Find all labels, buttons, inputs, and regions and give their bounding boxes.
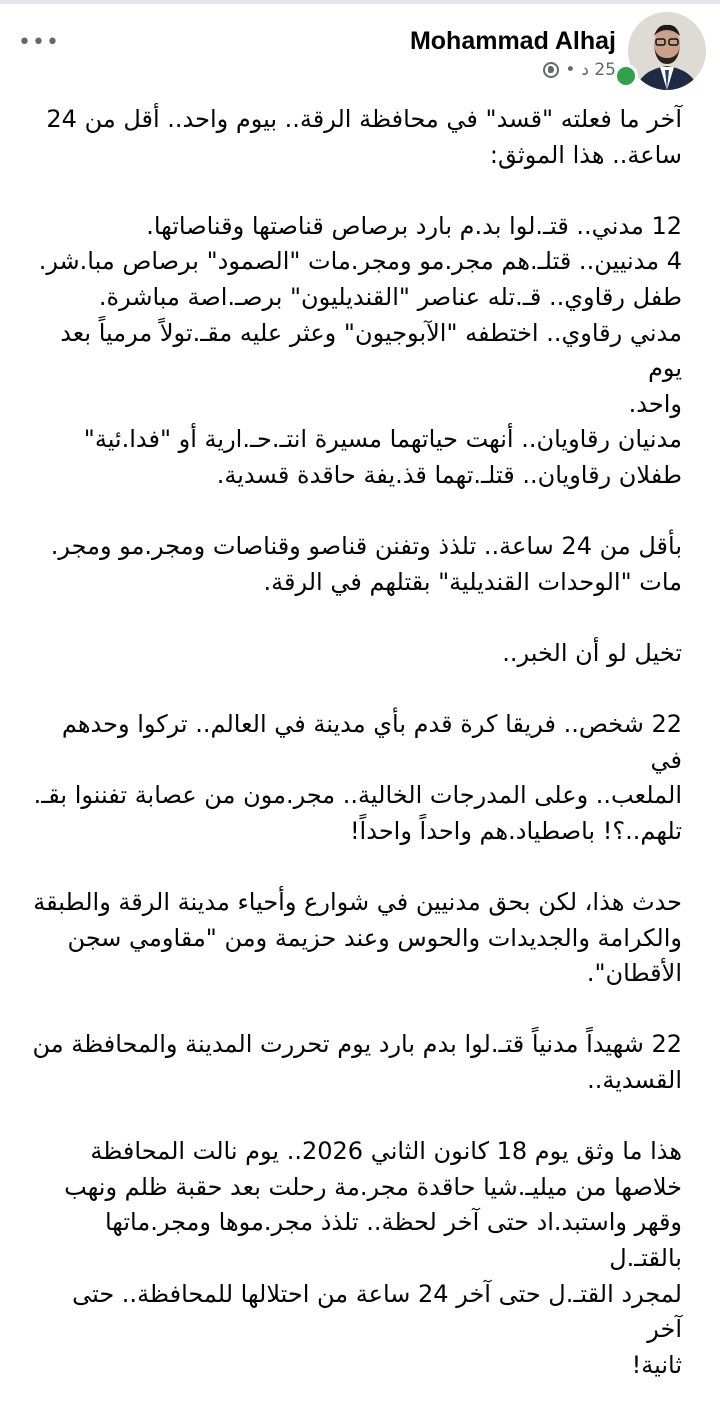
author-name[interactable]: Mohammad Alhaj (409, 27, 616, 55)
top-divider (0, 0, 720, 4)
post-paragraph: 22 شخص.. فريقا كرة قدم بأي مدينة في العالم.. تركوا وحدهم في الملعب.. وعلى المدرجات الخالية.. مجر.مون من عصابة تفننوا بقـ. تلهم..؟! باصطياد.هم واحداً واحداً! (33, 710, 682, 845)
post-paragraph: آخر ما فعلته "قسد" في محافظة الرقة.. بيوم واحد.. أقل من 24 ساعة.. هذا الموثق: (46, 105, 682, 169)
post-body (32, 102, 682, 1419)
post-meta (543, 60, 616, 80)
post-time[interactable]: 25 د (581, 60, 616, 80)
post-paragraph: 22 شهيداً مدنياً قتـ.لوا بدم بارد يوم تحررت المدينة والمحافظة من القسدية.. (32, 1030, 682, 1095)
post-paragraph: تخيل لو أن الخبر.. (502, 638, 682, 667)
author-avatar[interactable] (628, 12, 706, 90)
online-status-dot (614, 64, 638, 88)
post-paragraph: بأقل من 24 ساعة.. تلذذ وتفنن قناصو وقناصات ومجر.مو ومجر. مات "الوحدات القنديلية" بقتلهم في الرقة. (50, 532, 682, 596)
globe-icon (543, 62, 559, 78)
post-paragraph: حدث هذا، لكن بحق مدنيين في شوارع وأحياء مدينة الرقة والطبقة والكرامة والجديدات والحوس وعند حزيمة ومن "مقاومي سجن الأقطان". (33, 888, 682, 988)
post-paragraph: 12 مدني.. قتـ.لوا بد.م بارد برصاص قناصتها وقناصاتها. 4 مدنيين.. قتلـ.هم مجر.مو ومجر.مات "الصمود" برصاص مبا.شر. طفل رقاوي.. قـ.تله عناصر "القنديليون" برصـ.اصة مباشرة. مدني رقاوي.. اختطفه "الآبوجيون" وعثر عليه مقـ.تولاً مرمياً بعد يوم واحد. مدنيان رقاويان.. أنهت حياتهما مسيرة انتـ.حـ.ارية أو "فدا.ئية" طفلان رقاويان.. قتلـ.تهما قذ.يفة حاقدة قسدية. (38, 211, 682, 489)
more-options-button[interactable]: ••• (18, 30, 60, 55)
avatar-photo-icon (628, 12, 706, 90)
post-paragraph: هذا ما وثق يوم 18 كانون الثاني 2026.. يوم نالت المحافظة خلاصها من ميليـ.شيا حاقدة مجر.مة رحلت بعد حقبة ظلم ونهب وقهر واستبد.اد حتى آخر لحظة.. تلذذ مجر.موها ومجر.ماتها بالقتـ.ل لمجرد القتـ.ل حتى آخر 24 ساعة من احتلالها للمحافظة.. حتى آخر ثانية! (64, 1137, 682, 1379)
meta-separator: • (565, 60, 576, 80)
